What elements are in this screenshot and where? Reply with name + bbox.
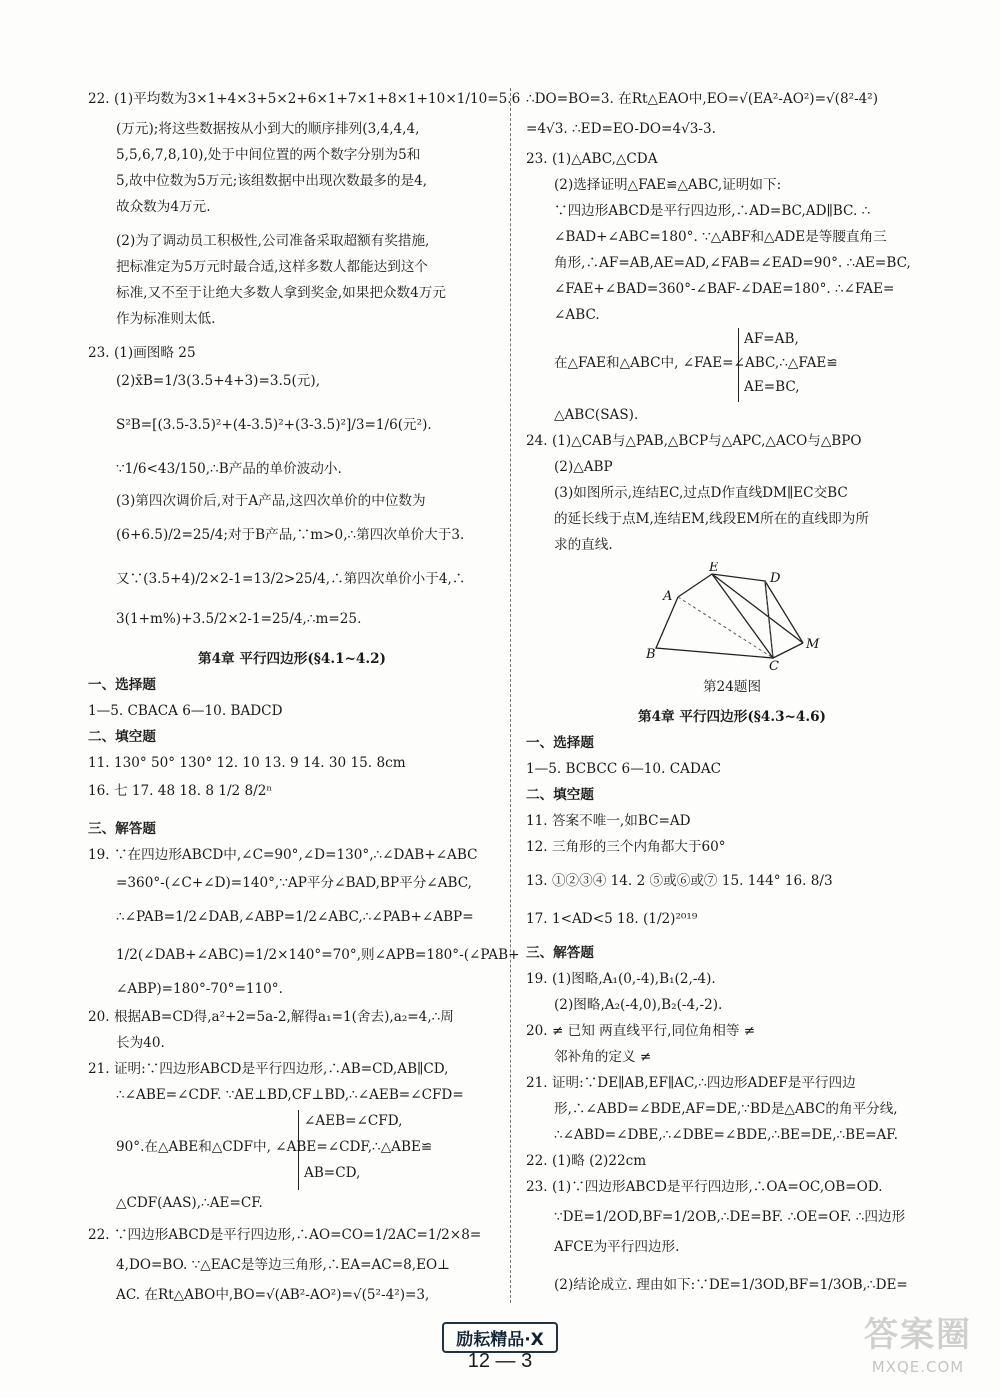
- point-label-d: D: [770, 571, 781, 586]
- text-line: 长为40.: [116, 1035, 165, 1051]
- point-label-e: E: [709, 562, 719, 575]
- figure-caption: 第24题图: [702, 679, 762, 695]
- text-line: S²B=[(3.5-3.5)²+(4-3.5)²+(3-3.5)²]/3=1/6(元²).: [116, 417, 432, 433]
- point-label-c: C: [769, 659, 779, 672]
- text-line: (2)为了调动员工积极性,公司准备采取超额有奖措施,: [116, 233, 430, 249]
- text-line: =4√3. ∴ED=EO-DO=4√3-3.: [526, 121, 716, 137]
- text-line: 求的直线.: [554, 537, 613, 553]
- text-line: (6+6.5)/2=25/4;对于B产品,∵m>0,∴第四次单价大于3.: [116, 527, 465, 543]
- text-line: ∠AEB=∠CFD,: [304, 1113, 403, 1129]
- text-line: 故众数为4万元.: [116, 199, 211, 215]
- text-line: ∴∠ABD=∠DBE,∴∠DBE=∠BDE,∴BE=DE,∴BE=AF.: [554, 1127, 898, 1143]
- section-heading: 三、解答题: [526, 945, 594, 961]
- text-line: 又∵(3.5+4)/2×2-1=13/2>25/4,∴第四次单价小于4,∴: [116, 571, 466, 587]
- text-line: 19. ∵在四边形ABCD中,∠C=90°,∠D=130°,∴∠DAB+∠ABC: [88, 847, 478, 863]
- text-line: 11. 答案不唯一,如BC=AD: [526, 813, 691, 829]
- text-line: 5,5,6,7,8,10),处于中间位置的两个数字分别为5和: [116, 147, 421, 163]
- watermark: [854, 1312, 982, 1390]
- watermark-logo-text: 答案圈: [864, 1315, 972, 1355]
- text-line: (2)结论成立. 理由如下:∵DE=1/3OD,BF=1/3OB,∴DE=: [554, 1277, 908, 1293]
- text-line: AC. 在Rt△ABO中,BO=√(AB²-AO²)=√(5²-4²)=3,: [116, 1287, 430, 1303]
- text-line: ∠ABP)=180°-70°=110°.: [116, 981, 283, 997]
- text-line: AFCE为平行四边形.: [554, 1239, 680, 1255]
- section-title: 第4章 平行四边形(§4.1~4.2): [197, 651, 386, 667]
- dashed-line: [678, 597, 773, 658]
- section-heading: 三、解答题: [88, 821, 156, 837]
- page-footer: [0, 1322, 1000, 1353]
- text-line: 把标准定为5万元时最合适,这样多数人都能达到这个: [116, 259, 429, 275]
- brand-label: 励耘精品·X: [442, 1322, 558, 1353]
- text-line: 13. ①②③④ 14. 2 ⑤或⑥或⑦ 15. 144° 16. 8/3: [526, 873, 833, 889]
- section-title: 第4章 平行四边形(§4.3~4.6): [637, 709, 826, 725]
- point-label-m: M: [806, 637, 820, 652]
- text-line: (2)选择证明△FAE≌△ABC,证明如下:: [554, 177, 782, 193]
- page-number: 12 — 3: [467, 1350, 533, 1372]
- text-line: (3)如图所示,连结EC,过点D作直线DM∥EC交BC: [554, 485, 848, 501]
- text-line: ∴DO=BO=3. 在Rt△EAO中,EO=√(EA²-AO²)=√(8²-4²): [526, 91, 879, 107]
- text-line: ∵DE=1/2OD,BF=1/2OB,∴DE=BF. ∴OE=OF. ∴四边形: [554, 1209, 906, 1225]
- text-line: 23. (1)∵四边形ABCD是平行四边形,∴OA=OC,OB=OD.: [526, 1179, 883, 1195]
- text-line: ∵四边形ABCD是平行四边形,∴AD=BC,AD∥BC. ∴: [554, 203, 871, 219]
- pentagon-shape: [656, 574, 773, 658]
- text-line: △CDF(AAS),∴AE=CF.: [116, 1195, 263, 1211]
- line-em: [712, 574, 803, 643]
- text-line: 形,∴∠ABD=∠BDE,AF=DE,∵BD是△ABC的角平分线,: [554, 1101, 898, 1117]
- text-line: 角形,∴AF=AB,AE=AD,∠FAB=∠EAD=90°. ∴AE=BC,: [554, 255, 911, 271]
- text-line: 24. (1)△CAB与△PAB,△BCP与△APC,△ACO与△BPO: [526, 433, 862, 449]
- text-line: ∠ABC.: [554, 307, 600, 323]
- watermark-url: MXQE.COM: [871, 1358, 965, 1376]
- text-line: (2)图略,A₂(-4,0),B₂(-4,-2).: [554, 997, 723, 1013]
- text-line: (2)x̄B=1/3(3.5+4+3)=3.5(元),: [116, 373, 321, 389]
- section-heading: 一、选择题: [526, 735, 594, 751]
- text-line: 23. (1)△ABC,△CDA: [526, 151, 658, 167]
- text-line: 20. ≠ 已知 两直线平行,同位角相等 ≠: [526, 1023, 756, 1039]
- section-heading: 二、填空题: [526, 787, 594, 803]
- text-line: (2)△ABP: [554, 459, 613, 475]
- point-label-b: B: [646, 647, 656, 662]
- text-line: (3)第四次调价后,对于A产品,这四次单价的中位数为: [116, 493, 426, 509]
- text-line: ∵1/6<43/150,∴B产品的单价波动小.: [116, 461, 342, 477]
- text-line: 5,故中位数为5万元;该组数据中出现次数最多的是4,: [116, 173, 428, 189]
- text-line: 12. 三角形的三个内角都大于60°: [526, 839, 726, 855]
- text-line: △ABC(SAS).: [554, 407, 639, 423]
- line-cm: [773, 643, 803, 658]
- text-line: 22. (1)平均数为3×1+4×3+5×2+6×1+7×1+8×1+10×1/10=5.6: [88, 91, 521, 107]
- text-line: 22. ∵四边形ABCD是平行四边形,∴AO=CO=1/2AC=1/2×8=: [88, 1227, 482, 1243]
- text-line: 在△FAE和△ABC中, ∠FAE=∠ABC,∴△FAE≌: [554, 355, 838, 371]
- section-heading: 一、选择题: [88, 677, 156, 693]
- text-line: (万元);将这些数据按从小到大的顺序排列(3,4,4,4,: [116, 121, 420, 137]
- geometry-figure: [646, 562, 856, 672]
- text-line: 21. 证明:∵四边形ABCD是平行四边形,∴AB=CD,AB∥CD,: [88, 1061, 449, 1077]
- text-line: 3(1+m%)+3.5/2×2-1=25/4,∴m=25.: [116, 611, 362, 627]
- text-line: 23. (1)画图略 25: [88, 345, 196, 361]
- text-line: =360°-(∠C+∠D)=140°,∵AP平分∠BAD,BP平分∠ABC,: [116, 875, 472, 891]
- text-line: 4,DO=BO. ∵△EAC是等边三角形,∴EA=AC=8,EO⊥: [116, 1257, 450, 1273]
- text-line: 22. (1)略 (2)22cm: [526, 1153, 647, 1169]
- text-line: 17. 1<AD<5 18. (1/2)²⁰¹⁹: [526, 911, 698, 927]
- text-line: 的延长线于点M,连结EM,线段EM所在的直线即为所: [554, 511, 869, 527]
- text-line: ∠FAE+∠BAD=360°-∠BAF-∠DAE=180°. ∴∠FAE=: [554, 281, 895, 297]
- text-line: ∴∠PAB=1/2∠DAB,∠ABP=1/2∠ABC,∴∠PAB+∠ABP=: [116, 909, 474, 925]
- text-line: 21. 证明:∵DE∥AB,EF∥AC,∴四边形ADEF是平行四边: [526, 1075, 856, 1091]
- text-line: 标准,又不至于让绝大多数人拿到奖金,如果把众数4万元: [116, 285, 446, 301]
- text-line: AF=AB,: [744, 331, 799, 347]
- text-line: ∴∠ABE=∠CDF. ∵AE⊥BD,CF⊥BD,∴∠AEB=∠CFD=: [116, 1087, 464, 1103]
- text-line: 90°.在△ABE和△CDF中, ∠ABE=∠CDF,∴△ABE≌: [116, 1139, 433, 1155]
- line-ec: [712, 574, 773, 658]
- text-line: 20. 根据AB=CD得,a²+2=5a-2,解得a₁=1(舍去),a₂=4,∴周: [88, 1009, 454, 1025]
- text-line: 作为标准则太低.: [116, 311, 216, 327]
- section-heading: 二、填空题: [88, 729, 156, 745]
- text-line: 16. 七 17. 48 18. 8 1/2 8/2ⁿ: [88, 783, 273, 799]
- text-line: 1—5. BCBCC 6—10. CADAC: [526, 761, 722, 777]
- text-line: 邻补角的定义 ≠: [554, 1049, 652, 1065]
- text-line: 11. 130° 50° 130° 12. 10 13. 9 14. 30 15. 8cm: [88, 755, 406, 771]
- text-line: ∠BAD+∠ABC=180°. ∵△ABF和△ADE是等腰直角三: [554, 229, 887, 245]
- point-label-a: A: [663, 589, 673, 604]
- text-line: 1—5. CBACA 6—10. BADCD: [88, 703, 283, 719]
- text-line: 19. (1)图略,A₁(0,-4),B₁(2,-4).: [526, 971, 716, 987]
- text-line: AE=BC,: [744, 379, 800, 395]
- column-divider: [510, 88, 511, 1303]
- text-line: AB=CD,: [304, 1165, 361, 1181]
- text-line: 1/2(∠DAB+∠ABC)=1/2×140°=70°,则∠APB=180°-(∠PAB+: [116, 947, 520, 963]
